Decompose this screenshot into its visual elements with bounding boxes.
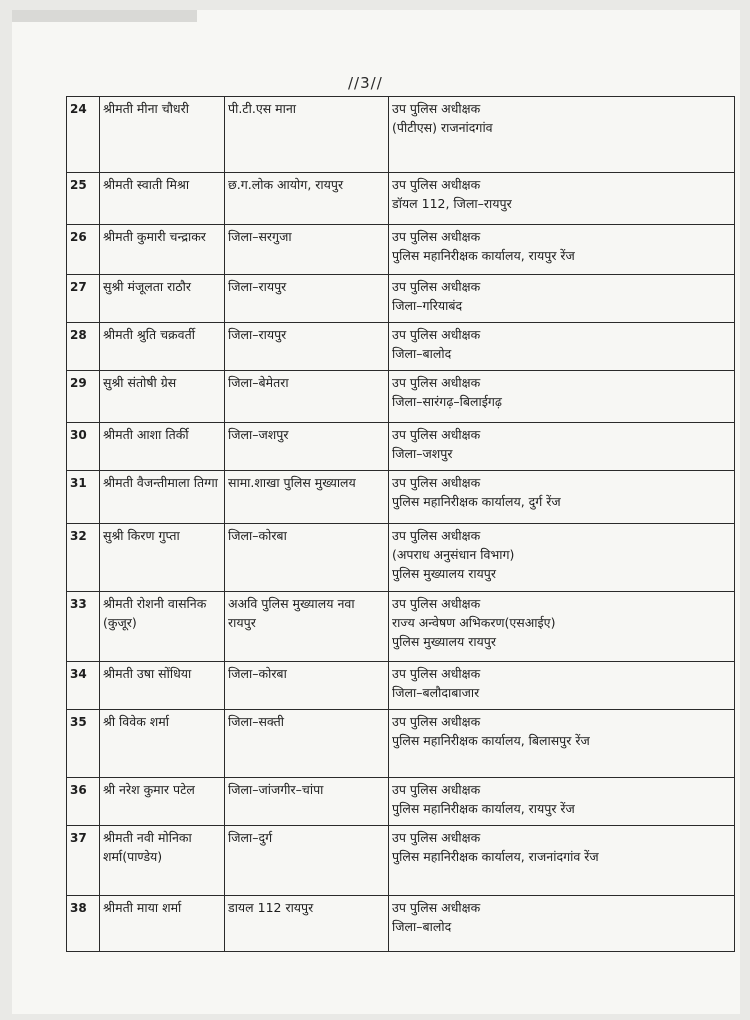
current-posting-cell: जिला–बेमेतरा xyxy=(225,371,389,423)
new-posting-line: डॉयल 112, जिला–रायपुर xyxy=(392,195,512,211)
transfer-table-body xyxy=(67,97,735,952)
serial-number-cell: 25 xyxy=(67,173,100,225)
serial-number-cell: 38 xyxy=(67,896,100,952)
officer-name-cell: सुश्री संतोषी ग्रेस xyxy=(100,371,225,423)
officer-name-cell: श्रीमती कुमारी चन्द्राकर xyxy=(100,225,225,275)
serial-number-cell: 36 xyxy=(67,778,100,826)
table-row xyxy=(67,896,735,952)
officer-name-cell: श्री नरेश कुमार पटेल xyxy=(100,778,225,826)
new-posting-line: पुलिस मुख्यालय रायपुर xyxy=(392,565,497,581)
new-posting-cell xyxy=(389,423,735,471)
new-posting-cell xyxy=(389,896,735,952)
new-posting-line: उप पुलिस अधीक्षक xyxy=(392,830,481,845)
document-page xyxy=(12,10,740,1014)
serial-number-cell: 26 xyxy=(67,225,100,275)
new-posting-line: उप पुलिस अधीक्षक xyxy=(392,900,481,915)
officer-name-cell: सुश्री किरण गुप्ता xyxy=(100,524,225,592)
new-posting-cell xyxy=(389,778,735,826)
current-posting-cell: अअवि पुलिस मुख्यालय नवा रायपुर xyxy=(225,592,389,662)
officer-name-cell: श्रीमती आशा तिर्की xyxy=(100,423,225,471)
new-posting-line: उप पुलिस अधीक्षक xyxy=(392,427,481,442)
new-posting-cell xyxy=(389,323,735,371)
current-posting-cell: डायल 112 रायपुर xyxy=(225,896,389,952)
new-posting-line: पुलिस मुख्यालय रायपुर xyxy=(392,633,497,649)
new-posting-cell xyxy=(389,592,735,662)
serial-number-cell: 27 xyxy=(67,275,100,323)
current-posting-cell: पी.टी.एस माना xyxy=(225,97,389,173)
new-posting-line: उप पुलिस अधीक्षक xyxy=(392,528,481,543)
current-posting-cell: जिला–सरगुजा xyxy=(225,225,389,275)
new-posting-line: उप पुलिस अधीक्षक xyxy=(392,375,481,390)
new-posting-line: उप पुलिस अधीक्षक xyxy=(392,475,481,490)
serial-number-cell: 31 xyxy=(67,471,100,524)
new-posting-cell xyxy=(389,710,735,778)
new-posting-line: पुलिस महानिरीक्षक कार्यालय, दुर्ग रेंज xyxy=(392,493,561,509)
table-row xyxy=(67,471,735,524)
new-posting-cell xyxy=(389,225,735,275)
scan-edge-mark xyxy=(12,10,197,22)
new-posting-line: (पीटीएस) राजनांदगांव xyxy=(392,119,493,135)
new-posting-line: उप पुलिस अधीक्षक xyxy=(392,101,481,116)
officer-name-cell: श्रीमती रोशनी वासनिक (कुजूर) xyxy=(100,592,225,662)
current-posting-cell: सामा.शाखा पुलिस मुख्यालय xyxy=(225,471,389,524)
current-posting-cell: जिला–रायपुर xyxy=(225,323,389,371)
officer-name-cell: श्रीमती स्वाती मिश्रा xyxy=(100,173,225,225)
serial-number-cell: 28 xyxy=(67,323,100,371)
new-posting-line: उप पुलिस अधीक्षक xyxy=(392,782,481,797)
new-posting-line: जिला–बालोद xyxy=(392,918,452,934)
new-posting-line: उप पुलिस अधीक्षक xyxy=(392,714,481,729)
new-posting-line: पुलिस महानिरीक्षक कार्यालय, रायपुर रेंज xyxy=(392,247,575,263)
officer-name-cell: श्री विवेक शर्मा xyxy=(100,710,225,778)
new-posting-cell xyxy=(389,173,735,225)
new-posting-line: जिला–बालोद xyxy=(392,345,452,361)
officer-name-cell: श्रीमती श्रुति चक्रवर्ती xyxy=(100,323,225,371)
officer-name-cell: श्रीमती नवी मोनिका शर्मा(पाण्डेय) xyxy=(100,826,225,896)
serial-number-cell: 33 xyxy=(67,592,100,662)
officer-name-cell: श्रीमती वैजन्तीमाला तिग्गा xyxy=(100,471,225,524)
current-posting-cell: जिला–सक्ती xyxy=(225,710,389,778)
officer-name-cell: श्रीमती माया शर्मा xyxy=(100,896,225,952)
serial-number-cell: 34 xyxy=(67,662,100,710)
serial-number-cell: 24 xyxy=(67,97,100,173)
table-row xyxy=(67,423,735,471)
officer-name-cell: श्रीमती मीना चौधरी xyxy=(100,97,225,173)
new-posting-cell xyxy=(389,97,735,173)
new-posting-line: उप पुलिस अधीक्षक xyxy=(392,229,481,244)
officer-name-cell: सुश्री मंजूलता राठौर xyxy=(100,275,225,323)
transfer-table xyxy=(66,96,735,952)
serial-number-cell: 29 xyxy=(67,371,100,423)
serial-number-cell: 37 xyxy=(67,826,100,896)
current-posting-cell: जिला–दुर्ग xyxy=(225,826,389,896)
new-posting-cell xyxy=(389,524,735,592)
new-posting-line: (अपराध अनुसंधान विभाग) xyxy=(392,546,515,562)
table-row xyxy=(67,371,735,423)
new-posting-line: पुलिस महानिरीक्षक कार्यालय, बिलासपुर रेंज xyxy=(392,732,590,748)
table-row xyxy=(67,225,735,275)
table-row xyxy=(67,524,735,592)
serial-number-cell: 35 xyxy=(67,710,100,778)
table-row xyxy=(67,778,735,826)
new-posting-cell xyxy=(389,826,735,896)
new-posting-line: उप पुलिस अधीक्षक xyxy=(392,327,481,342)
table-row xyxy=(67,323,735,371)
new-posting-cell xyxy=(389,371,735,423)
new-posting-line: पुलिस महानिरीक्षक कार्यालय, रायपुर रेंज xyxy=(392,800,575,816)
table-row xyxy=(67,173,735,225)
officer-name-cell: श्रीमती उषा सोंधिया xyxy=(100,662,225,710)
table-row xyxy=(67,275,735,323)
new-posting-line: जिला–जशपुर xyxy=(392,445,453,461)
serial-number-cell: 30 xyxy=(67,423,100,471)
table-row xyxy=(67,826,735,896)
new-posting-line: उप पुलिस अधीक्षक xyxy=(392,279,481,294)
new-posting-line: जिला–गरियाबंद xyxy=(392,297,463,313)
new-posting-line: जिला–सारंगढ़–बिलाईगढ़ xyxy=(392,393,502,409)
new-posting-line: राज्य अन्वेषण अभिकरण(एसआईए) xyxy=(392,614,556,630)
new-posting-line: जिला–बलौदाबाजार xyxy=(392,684,480,700)
current-posting-cell: जिला–जशपुर xyxy=(225,423,389,471)
table-row xyxy=(67,97,735,173)
new-posting-line: उप पुलिस अधीक्षक xyxy=(392,177,481,192)
current-posting-cell: जिला–कोरबा xyxy=(225,662,389,710)
new-posting-line: उप पुलिस अधीक्षक xyxy=(392,596,481,611)
page-number: //3// xyxy=(348,74,383,92)
new-posting-line: उप पुलिस अधीक्षक xyxy=(392,666,481,681)
current-posting-cell: जिला–जांजगीर–चांपा xyxy=(225,778,389,826)
new-posting-cell xyxy=(389,275,735,323)
new-posting-line: पुलिस महानिरीक्षक कार्यालय, राजनांदगांव रेंज xyxy=(392,848,599,864)
table-row xyxy=(67,662,735,710)
table-row xyxy=(67,710,735,778)
new-posting-cell xyxy=(389,471,735,524)
serial-number-cell: 32 xyxy=(67,524,100,592)
current-posting-cell: जिला–कोरबा xyxy=(225,524,389,592)
new-posting-cell xyxy=(389,662,735,710)
table-row xyxy=(67,592,735,662)
current-posting-cell: छ.ग.लोक आयोग, रायपुर xyxy=(225,173,389,225)
current-posting-cell: जिला–रायपुर xyxy=(225,275,389,323)
